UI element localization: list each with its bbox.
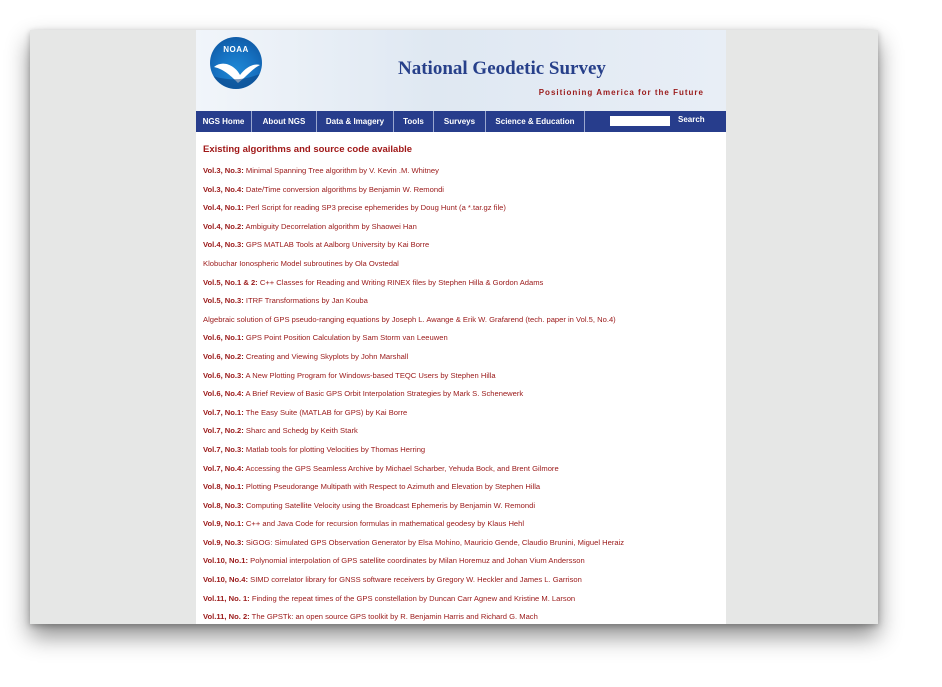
link-text: Perl Script for reading SP3 precise ephemerides by Doug Hunt (a *.tar.gz file) [243,203,506,213]
algorithm-link[interactable] [203,590,726,609]
link-text: Accessing the GPS Seamless Archive by Michael Scharber, Yehuda Bock, and Brent Gilmore [243,463,559,473]
volume-label: Vol.3, No.4: [203,184,244,194]
web-page [196,30,726,624]
search-input[interactable] [610,116,670,126]
algorithm-link[interactable] [203,608,726,624]
volume-label: Vol.5, No.1 & 2: [203,277,258,287]
link-text: Computing Satellite Velocity using the Broadcast Ephemeris by Benjamin W. Remondi [243,500,536,510]
algorithm-link[interactable] [203,404,726,423]
main-content [196,132,726,624]
link-text: Sharc and Schedg by Keith Stark [243,426,358,436]
link-text: GPS MATLAB Tools at Aalborg University by Kai Borre [243,240,430,250]
header-banner [196,30,726,111]
link-text: SIMD correlator library for GNSS software receivers by Gregory W. Heckler and James L. Garrison [248,575,582,585]
volume-label: Vol.7, No.3: [203,444,244,454]
algorithm-link[interactable] [203,515,726,534]
algorithm-link[interactable] [203,274,726,293]
link-text: Creating and Viewing Skyplots by John Marshall [243,351,409,361]
nav-about-ngs[interactable]: About NGS [252,111,317,132]
algorithm-link[interactable] [203,329,726,348]
volume-label: Vol.10, No.4: [203,575,249,585]
link-text: The Easy Suite (MATLAB for GPS) by Kai Borre [243,407,408,417]
link-text: Matlab tools for plotting Velocities by Thomas Herring [243,444,426,454]
link-text: Klobuchar Ionospheric Model subroutines by Ola Ovstedal [203,258,399,268]
volume-label: Vol.6, No.1: [203,333,244,343]
logo-text: NOAA [223,45,249,54]
algorithm-link[interactable] [203,534,726,553]
volume-label: Vol.7, No.2: [203,426,244,436]
algorithm-link[interactable] [203,460,726,479]
link-text: Algebraic solution of GPS pseudo-ranging equations by Joseph L. Awange & Erik W. Grafarend (tech. paper in Vol.5, No.4) [203,314,616,324]
volume-label: Vol.4, No.1: [203,203,244,213]
algorithm-link[interactable] [203,311,726,330]
algorithm-link-list [203,162,726,624]
volume-label: Vol.5, No.3: [203,296,244,306]
volume-label: Vol.6, No.3: [203,370,244,380]
link-text: Minimal Spanning Tree algorithm by V. Kevin .M. Whitney [243,166,439,175]
volume-label: Vol.11, No. 2: [203,612,250,622]
screenshot-frame [30,30,878,624]
top-nav [196,111,726,132]
algorithm-link[interactable] [203,422,726,441]
link-text: ITRF Transformations by Jan Kouba [243,296,368,306]
algorithm-link[interactable] [203,497,726,516]
algorithm-link[interactable] [203,292,726,311]
site-tagline: Positioning America for the Future [538,88,704,97]
algorithm-link[interactable] [203,571,726,590]
link-text: GPS Point Position Calculation by Sam Storm van Leeuwen [243,333,448,343]
volume-label: Vol.8, No.3: [203,500,244,510]
algorithm-link[interactable] [203,552,726,571]
volume-label: Vol.11, No. 1: [203,593,250,603]
algorithm-link[interactable] [203,199,726,218]
link-text: SiGOG: Simulated GPS Observation Generator by Elsa Mohino, Mauricio Gende, Claudio Brunini, Miguel Heraiz [243,537,625,547]
volume-label: Vol.7, No.1: [203,407,244,417]
site-title: National Geodetic Survey [398,58,606,79]
volume-label: Vol.6, No.4: [203,389,244,399]
link-text: Finding the repeat times of the GPS constellation by Duncan Carr Agnew and Kristine M. Larson [249,593,576,603]
algorithm-link[interactable] [203,255,726,274]
volume-label: Vol.4, No.2: [203,221,244,231]
volume-label: Vol.7, No.4: [203,463,244,473]
page-heading: Existing algorithms and source code available [203,144,413,155]
volume-label: Vol.6, No.2: [203,351,244,361]
volume-label: Vol.9, No.1: [203,519,244,529]
link-text: A New Plotting Program for Windows-based TEQC Users by Stephen Hilla [243,370,496,380]
algorithm-link[interactable] [203,348,726,367]
link-text: Polynomial interpolation of GPS satellite coordinates by Milan Horemuz and Johan Vium Andersson [248,556,585,566]
link-text: Plotting Pseudorange Multipath with Respect to Azimuth and Elevation by Stephen Hilla [243,482,541,492]
nav-science-education[interactable]: Science & Education [486,111,585,132]
nav-data-imagery[interactable]: Data & Imagery [317,111,394,132]
algorithm-link[interactable] [203,236,726,255]
nav-tools[interactable]: Tools [394,111,434,132]
nav-ngs-home[interactable]: NGS Home [196,111,252,132]
nav-surveys[interactable]: Surveys [434,111,486,132]
link-text: The GPSTk: an open source GPS toolkit by R. Benjamin Harris and Richard G. Mach [249,612,538,622]
link-text: C++ Classes for Reading and Writing RINEX files by Stephen Hilla & Gordon Adams [257,277,544,287]
link-text: Date/Time conversion algorithms by Benjamin W. Remondi [243,184,444,194]
link-text: A Brief Review of Basic GPS Orbit Interpolation Strategies by Mark S. Schenewerk [243,389,524,399]
algorithm-link[interactable] [203,181,726,200]
algorithm-link[interactable] [203,478,726,497]
volume-label: Vol.4, No.3: [203,240,244,250]
algorithm-link[interactable] [203,441,726,460]
algorithm-link[interactable] [203,385,726,404]
volume-label: Vol.10, No.1: [203,556,249,566]
search-button[interactable]: Search [678,115,705,124]
link-text: Ambiguity Decorrelation algorithm by Shaowei Han [243,221,417,231]
volume-label: Vol.8, No.1: [203,482,244,492]
link-text: C++ and Java Code for recursion formulas in mathematical geodesy by Klaus Hehl [243,519,525,529]
noaa-logo[interactable] [210,37,262,89]
algorithm-link[interactable] [203,218,726,237]
volume-label: Vol.9, No.3: [203,537,244,547]
algorithm-link[interactable] [203,162,726,181]
algorithm-link[interactable] [203,367,726,386]
volume-label: Vol.3, No.3: [203,166,244,175]
